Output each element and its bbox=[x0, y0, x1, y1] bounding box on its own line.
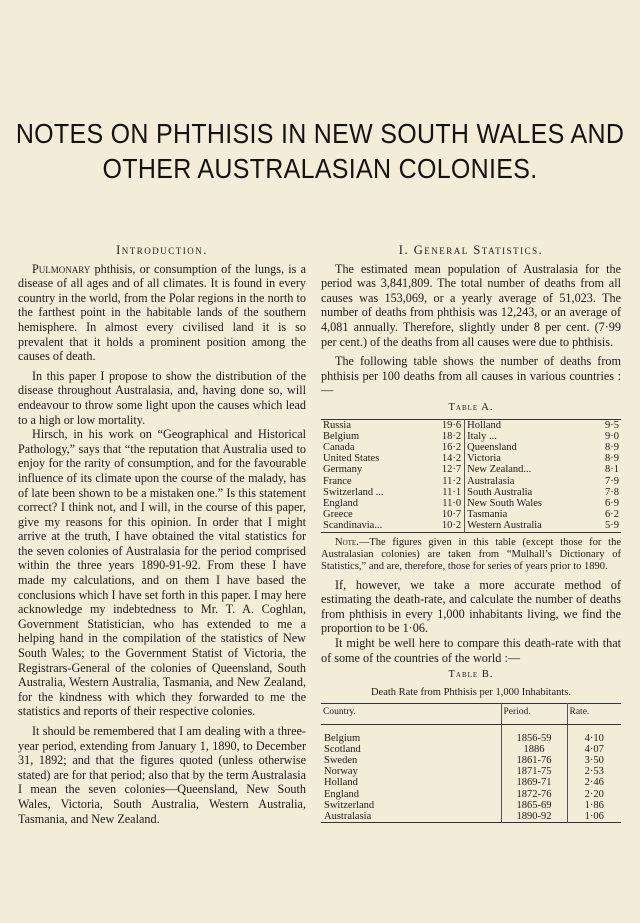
country-cell: England bbox=[323, 497, 358, 509]
value-cell: 9·0 bbox=[605, 430, 619, 442]
rate-cell: 2·20 bbox=[567, 789, 621, 800]
value-cell: 5·9 bbox=[605, 520, 619, 532]
country-cell: Australasia bbox=[324, 810, 372, 822]
period-cell: 1886 bbox=[501, 744, 567, 755]
country-cell: Western Australia bbox=[467, 520, 542, 532]
period-cell: 1861-76 bbox=[501, 755, 567, 766]
table-row bbox=[321, 520, 621, 532]
country-cell: Switzerland bbox=[324, 799, 375, 811]
period-cell: 1890-92 bbox=[501, 811, 567, 823]
intro-paragraph-4: It should be remembered that I am dealing with a three-year period, extending from January 1, 1890, to December 31, 1892; and that the figures quoted (unless otherwise stated) are for that period; also that by the term Australasia I mean the seven colonies—Queensland, New South Wales, Victoria, South Australia, Western Australia, Tasmania, and New Zealand. bbox=[18, 724, 306, 826]
value-cell: 11·0 bbox=[425, 498, 465, 509]
value-cell: 10·7 bbox=[425, 509, 465, 520]
rate-cell: 2·46 bbox=[567, 777, 621, 788]
value-cell: 8·9 bbox=[605, 453, 619, 465]
table-row bbox=[321, 744, 621, 755]
country-cell: Tasmania bbox=[467, 509, 508, 521]
period-cell: 1869-71 bbox=[501, 777, 567, 788]
period-cell: 1865-69 bbox=[501, 800, 567, 811]
country-cell: Sweden bbox=[324, 754, 358, 766]
value-cell: 6·2 bbox=[605, 509, 619, 521]
country-cell: Victoria bbox=[467, 453, 501, 465]
country-cell: Canada bbox=[323, 441, 355, 453]
rate-cell: 1·06 bbox=[567, 811, 621, 823]
country-cell: New Zealand... bbox=[467, 464, 532, 476]
country-cell: Scandinavia... bbox=[323, 520, 383, 532]
rate-cell: 4·10 bbox=[567, 724, 621, 744]
right-column bbox=[321, 243, 621, 823]
intro-paragraph-3: Hirsch, in his work on “Geographical and Historical Pathology,” says that “the reputation that Australia used to enjoy for the rarity of consumption, and for the favourable influence of its climate upon the course of the malady, has of late been shown to be a mistaken one.” Is this statement correct? I think not, and I will, in the course of this paper, give my reasons for this opinion. In order that I might arrive at the truth, I have obtained the vital statistics for the seven colonies of Australasia for the period comprised within the three years 1890-91-92. From these I have made my calculations, and on them I have based the conclusions which I have set forth in this paper. I may here acknowledge my indebtedness to Mr. T. A. Coghlan, Government Statistician, who has extended to me a helping hand in the compilation of the statistics of New South Wales; to the Government Statist of Victoria, the Registrars-General of the colonies of Queensland, South Australia, Western Australia, Tasmania, and New Zealand, for the kindness with which they forwarded to me the statistics and reports of their respective colonies. bbox=[18, 427, 306, 719]
table-a-caption: Table A. bbox=[448, 401, 494, 413]
table-row bbox=[321, 755, 621, 766]
value-cell: 11·1 bbox=[425, 487, 465, 498]
table-row bbox=[321, 800, 621, 811]
country-cell: Queensland bbox=[467, 441, 517, 453]
country-cell: Norway bbox=[324, 766, 358, 778]
country-cell: Australasia bbox=[467, 475, 515, 487]
country-cell: Belgium bbox=[324, 732, 361, 744]
left-column bbox=[18, 243, 306, 826]
value-cell: 12·7 bbox=[425, 464, 465, 475]
country-cell: Switzerland ... bbox=[323, 486, 384, 498]
table-row bbox=[321, 811, 621, 823]
country-cell: France bbox=[323, 475, 352, 487]
value-cell: 16·2 bbox=[425, 442, 465, 453]
value-cell: 9·5 bbox=[605, 419, 619, 431]
value-cell: 14·2 bbox=[425, 453, 465, 464]
stats-paragraph-3: If, however, we take a more accurate method of estimating the death-rate, and calculate the number of deaths from phthisis in every 1,000 inhabitants living, we find the proportion to be 1·06. bbox=[321, 577, 621, 636]
col-header-rate: Rate. bbox=[567, 704, 621, 724]
country-cell: Germany bbox=[323, 464, 363, 476]
col-header-period: Period. bbox=[501, 704, 567, 724]
introduction-heading: Introduction. bbox=[116, 243, 208, 257]
value-cell: 11·2 bbox=[425, 476, 465, 487]
country-cell: Belgium bbox=[323, 430, 360, 442]
intro-paragraph-2: In this paper I propose to show the distribution of the disease throughout Australasia, and, having done so, will endeavour to throw some light upon the causes which lead to a high or low mortality. bbox=[18, 368, 306, 427]
country-cell: Scotland bbox=[324, 743, 361, 755]
value-cell: 8·1 bbox=[605, 464, 619, 476]
table-row bbox=[321, 509, 621, 520]
general-statistics-heading: I. General Statistics. bbox=[398, 243, 544, 257]
rate-cell: 2·53 bbox=[567, 766, 621, 777]
country-cell: Italy ... bbox=[467, 430, 497, 442]
period-cell: 1872-76 bbox=[501, 789, 567, 800]
stats-paragraph-1: The estimated mean population of Australasia for the period was 3,841,809. The total number of deaths from all causes was 153,069, or a yearly average of 51,023. The number of deaths from phthisis was 12,243, or an average of 4,081 annually. Therefore, slightly under 8 per cent. (7·99 per cent.) of the deaths from all causes were due to phthisis. bbox=[321, 261, 621, 349]
table-row bbox=[321, 419, 621, 431]
stats-paragraph-2: The following table shows the number of deaths from phthisis per 100 deaths from all causes in various countries :— bbox=[321, 354, 621, 398]
country-cell: United States bbox=[323, 453, 380, 465]
note-text: —The figures given in this table (except those for the Australasian colonies) are taken from “Mulhall’s Dictionary of Statistics,” and are, therefore, those for series of years prior to 1890. bbox=[321, 536, 621, 572]
table-a-note bbox=[321, 537, 621, 573]
country-cell: New South Wales bbox=[467, 497, 542, 509]
col-header-country: Country. bbox=[321, 704, 501, 724]
value-cell: 18·2 bbox=[425, 431, 465, 442]
table-row bbox=[321, 487, 621, 498]
country-cell: Russia bbox=[323, 419, 352, 431]
country-cell: Holland bbox=[467, 419, 501, 431]
table-b-header-row bbox=[321, 704, 621, 724]
table-a bbox=[321, 419, 621, 533]
note-lead: Note. bbox=[335, 536, 359, 548]
table-row bbox=[321, 724, 621, 744]
period-cell: 1856-59 bbox=[501, 724, 567, 744]
intro-paragraph-1-text: phthisis, or consumption of the lungs, is a disease of all ages and of all climates. It is found in every country in the world, from the Polar regions in the north to the farthest point in the habitable lands of the southern hemisphere. In almost every civilised land it is so prevalent that it holds a prominent position among the causes of death. bbox=[18, 261, 306, 364]
intro-paragraph-1 bbox=[18, 262, 306, 364]
value-cell: 7·9 bbox=[605, 475, 619, 487]
lead-word: Pulmonary bbox=[32, 261, 91, 276]
table-row bbox=[321, 766, 621, 777]
country-cell: Holland bbox=[324, 777, 358, 789]
period-cell: 1871-75 bbox=[501, 766, 567, 777]
value-cell: 19·6 bbox=[425, 419, 465, 431]
value-cell: 6·9 bbox=[605, 497, 619, 509]
table-row bbox=[321, 453, 621, 464]
table-row bbox=[321, 476, 621, 487]
table-row bbox=[321, 464, 621, 475]
stats-paragraph-4: It might be well here to compare this death-rate with that of some of the countries of the world :— bbox=[321, 635, 621, 665]
table-row bbox=[321, 777, 621, 788]
table-row bbox=[321, 431, 621, 442]
value-cell: 8·9 bbox=[605, 441, 619, 453]
rate-cell: 4·07 bbox=[567, 744, 621, 755]
title-line-1: NOTES ON PHTHISIS IN NEW SOUTH WALES AND bbox=[15, 118, 625, 150]
country-cell: Greece bbox=[323, 509, 353, 521]
table-row bbox=[321, 789, 621, 800]
table-b-subcaption: Death Rate from Phthisis per 1,000 Inhabitants. bbox=[370, 686, 572, 698]
country-cell: South Australia bbox=[467, 486, 533, 498]
table-row bbox=[321, 498, 621, 509]
country-cell: England bbox=[324, 788, 359, 800]
rate-cell: 3·50 bbox=[567, 755, 621, 766]
table-b bbox=[321, 703, 621, 823]
rate-cell: 1·86 bbox=[567, 800, 621, 811]
table-b-caption: Table B. bbox=[448, 669, 494, 681]
table-row bbox=[321, 442, 621, 453]
title-line-2: OTHER AUSTRALASIAN COLONIES. bbox=[102, 153, 538, 185]
value-cell: 10·2 bbox=[425, 520, 465, 532]
value-cell: 7·8 bbox=[605, 486, 619, 498]
